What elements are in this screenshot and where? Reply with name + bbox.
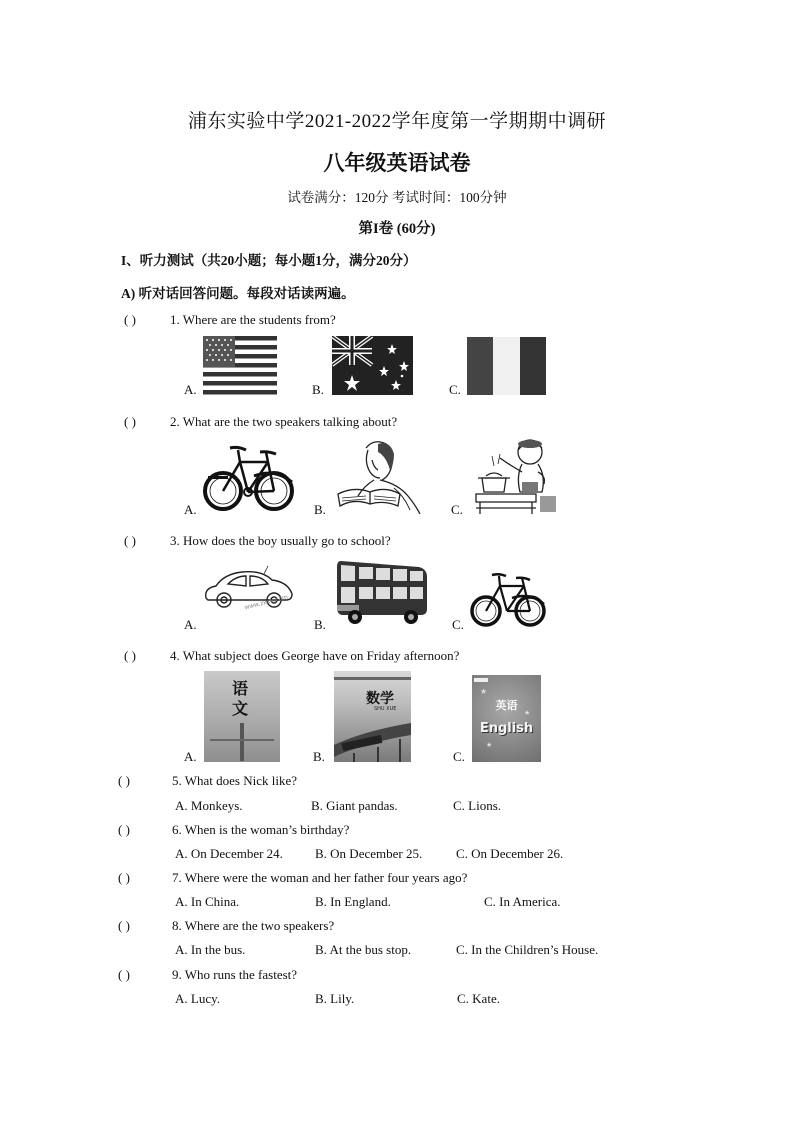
question-text: 4. What subject does George have on Friday afternoon? <box>170 648 460 663</box>
watermark: www.zxxk.com <box>243 593 289 612</box>
question-7 <box>118 870 467 886</box>
option-a: A. In China. <box>175 894 240 909</box>
school-title: 浦东实验中学2021-2022学年度第一学期期中调研 <box>187 111 607 132</box>
english-book-title-cn: 英语 <box>495 699 518 712</box>
chinese-book-title: 语 文 <box>232 679 249 718</box>
option-c: C. In America. <box>484 894 561 909</box>
option-c: C. Kate. <box>457 991 500 1006</box>
option-letter: A. <box>184 749 197 764</box>
option-a: A. On December 24. <box>175 846 283 861</box>
option-b: B. Giant pandas. <box>311 798 398 813</box>
question-text: 7. Where were the woman and her father four years ago? <box>172 870 468 885</box>
exam-meta: 试卷满分：120分 考试时间：100分钟 <box>287 190 507 205</box>
question-8 <box>118 918 334 934</box>
option-letter: B. <box>314 502 326 517</box>
star-icon: ★ <box>524 709 531 717</box>
option-letter: C. <box>452 617 464 632</box>
question-1 <box>124 312 336 328</box>
option-letter: B. <box>314 617 326 632</box>
bicycle-image-2 <box>470 566 546 630</box>
star-icon: ★ <box>480 687 488 696</box>
option-b: B. On December 25. <box>315 846 423 861</box>
answer-blank[interactable]: ( ) <box>118 822 130 837</box>
australia-flag-image <box>332 336 413 395</box>
option-c: C. On December 26. <box>456 846 564 861</box>
option-a: A. In the bus. <box>175 942 246 957</box>
option-letter: C. <box>449 382 461 397</box>
option-a: A. Monkeys. <box>175 798 243 813</box>
section-heading: I、听力测试（共20小题；每小题1分，满分20分） <box>121 253 417 268</box>
option-letter: C. <box>453 749 465 764</box>
sub-heading: A) 听对话回答问题。每段对话读两遍。 <box>121 286 355 301</box>
question-5 <box>118 773 297 789</box>
answer-blank[interactable]: ( ) <box>124 414 136 429</box>
question-text: 3. How does the boy usually go to school? <box>170 533 391 548</box>
option-a: A. Lucy. <box>175 991 221 1006</box>
answer-blank[interactable]: ( ) <box>118 918 130 933</box>
question-text: 5. What does Nick like? <box>172 773 298 788</box>
question-4 <box>124 648 459 664</box>
exam-title: 八年级英语试卷 <box>323 151 471 175</box>
france-flag-image <box>467 337 546 395</box>
option-b: B. At the bus stop. <box>315 942 412 957</box>
answer-blank[interactable]: ( ) <box>118 870 130 885</box>
question-9 <box>118 967 297 983</box>
option-letter: B. <box>312 382 324 397</box>
question-text: 9. Who runs the fastest? <box>172 967 298 982</box>
math-book-title: 数学 <box>366 691 394 707</box>
answer-blank[interactable]: ( ) <box>124 312 136 327</box>
bicycle-image <box>202 436 295 516</box>
bus-image <box>335 557 429 625</box>
question-6 <box>118 822 349 838</box>
math-book-cover <box>334 671 411 762</box>
question-text: 6. When is the woman’s birthday? <box>172 822 350 837</box>
option-c: C. In the Children’s House. <box>456 942 599 957</box>
option-letter: A. <box>184 617 197 632</box>
question-text: 1. Where are the students from? <box>170 312 336 327</box>
english-book-title: English <box>479 721 534 736</box>
star-icon: ★ <box>486 741 493 749</box>
option-letter: C. <box>451 502 463 517</box>
answer-blank[interactable]: ( ) <box>118 773 130 788</box>
reading-woman-image <box>334 440 425 515</box>
question-3 <box>124 533 391 549</box>
usa-flag-image <box>203 336 277 395</box>
chinese-book-cover <box>204 671 280 762</box>
answer-blank[interactable]: ( ) <box>118 967 130 982</box>
answer-blank[interactable]: ( ) <box>124 533 136 548</box>
question-text: 2. What are the two speakers talking about? <box>170 414 398 429</box>
option-b: B. Lily. <box>315 991 355 1006</box>
option-letter: B. <box>313 749 325 764</box>
question-2 <box>124 414 397 430</box>
option-c: C. Lions. <box>453 798 502 813</box>
option-b: B. In England. <box>315 894 391 909</box>
part-heading: 第I卷 (60分) <box>358 221 436 237</box>
option-letter: A. <box>184 382 197 397</box>
option-letter: A. <box>184 502 197 517</box>
english-book-cover <box>472 675 541 762</box>
question-text: 8. Where are the two speakers? <box>172 918 335 933</box>
math-book-pinyin: SHU XUE <box>374 706 397 712</box>
cooking-person-image <box>472 436 560 516</box>
answer-blank[interactable]: ( ) <box>124 648 136 663</box>
